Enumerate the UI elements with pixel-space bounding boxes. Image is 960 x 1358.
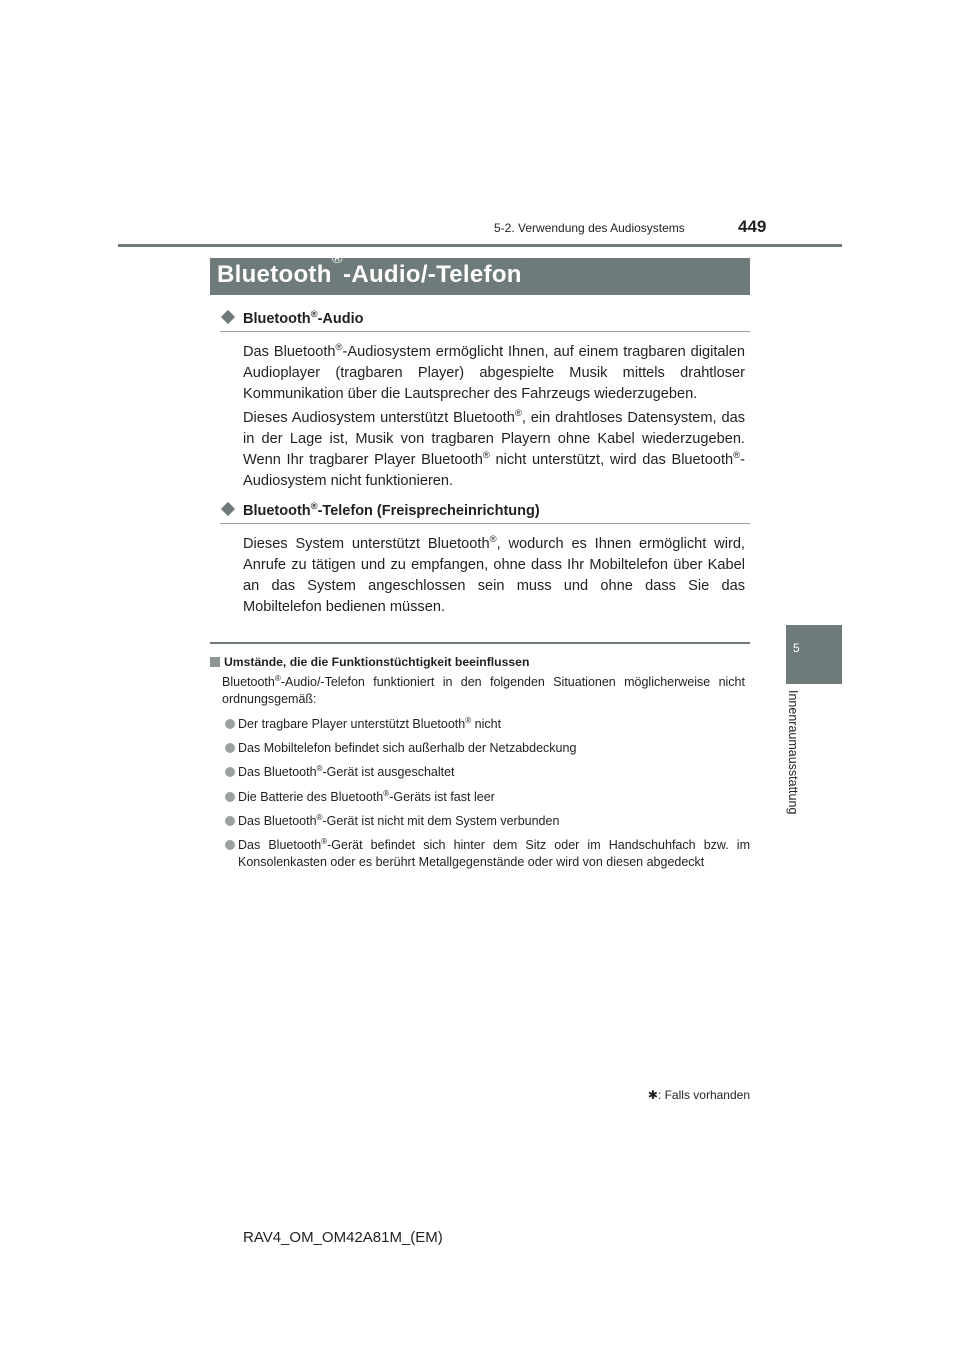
square-bullet-icon [210,657,220,667]
list-item [224,837,750,871]
registered-mark: ® [274,673,281,683]
text-segment: -Geräts ist fast leer [389,790,495,804]
page-title [217,250,528,289]
text-segment: Die Batterie des Bluetooth [238,790,384,804]
note-heading-text: Umstände, die die Funktionstüchtigkeit beeinflussen [224,655,530,669]
registered-mark: ® [465,715,472,725]
chapter-label [786,690,806,830]
diamond-icon [221,502,235,516]
text-segment: nicht [471,717,502,731]
bullet-icon [225,792,235,802]
list-item [224,813,750,830]
bullet-icon [225,840,235,850]
list-item [224,716,750,733]
text-segment: Dieses Audiosystem unterstützt Bluetooth [243,410,515,426]
registered-mark: ® [335,342,343,354]
paragraph [243,342,745,405]
list-item [224,789,750,806]
registered-mark: ® [331,250,344,267]
text-segment: Der tragbare Player unterstützt Bluetooth [238,717,466,731]
footnote-text: : Falls vorhanden [657,1088,750,1102]
section-divider [210,642,750,644]
title-text: Bluetooth [217,261,332,288]
chapter-tab [786,625,842,684]
text-segment: -Gerät ist nicht mit dem System verbunden [322,814,560,828]
chapter-number: 5 [793,641,800,655]
text-segment: -Audio [317,311,364,327]
page-number: 449 [738,217,767,236]
asterisk-icon: ✱ [647,1088,658,1102]
chapter-label-text: Innenraumausstattung [786,690,800,815]
bullet-icon [225,816,235,826]
text-segment: Das Bluetooth [238,814,317,828]
text-segment: -Gerät ist ausgeschaltet [322,765,455,779]
title-text-rest: -Audio/-Telefon [343,261,522,288]
registered-mark: ® [383,788,390,798]
registered-mark: ® [514,408,522,420]
registered-mark: ® [482,450,490,462]
list-item [224,764,750,781]
text-segment: , ein drahtloses Datensystem, das in der Lage ist, Musik von tragbaren Playern ohne Kabel wiederzugeben. Wenn Ihr tragbarer Player Bluetooth [243,410,745,468]
section-heading-audio [220,308,750,332]
text-segment: -Audio/-Telefon funktioniert in den folgenden Situationen möglicherweise nicht ordnungsgemäß: [222,675,745,706]
text-segment: Bluetooth [222,675,275,689]
asterisk-icon: * [521,250,528,267]
text-segment: , wodurch es Ihnen ermöglicht wird, Anrufe zu tätigen und zu empfangen, ohne dass Ihr Mobiltelefon über Kabel an das System angeschlossen sein muss und ohne dass Sie das Mobiltelefon bedienen müssen. [243,536,745,615]
text-segment: nicht unterstützt, wird das Bluetooth [489,452,734,468]
list-item [224,740,750,757]
header-section-title: 5-2. Verwendung des Audiosystems [494,221,685,235]
text-segment: Das Bluetooth [238,838,322,852]
bullet-icon [225,743,235,753]
bullet-icon [225,767,235,777]
registered-mark: ® [310,308,318,320]
footer-code: RAV4_OM_OM42A81M_(EM) [243,1229,443,1246]
paragraph [243,534,745,618]
bullet-icon [225,719,235,729]
text-segment: Bluetooth [243,503,311,519]
text-segment: Das Bluetooth [238,765,317,779]
paragraph [243,408,745,492]
registered-mark: ® [316,763,323,773]
footnote [648,1088,750,1102]
registered-mark: ® [733,450,741,462]
registered-mark: ® [310,500,318,512]
registered-mark: ® [321,836,328,846]
page-title-bar [210,250,750,295]
text-segment: -Gerät befindet sich hinter dem Sitz oder im Handschuhfach bzw. im Konsolenkasten oder es berührt Metallgegenstände oder wird von diesen abgedeckt [238,838,750,869]
text-segment: Bluetooth [243,311,311,327]
text-segment: Das Mobiltelefon befindet sich außerhalb der Netzabdeckung [238,741,577,755]
text-segment: Dieses System unterstützt Bluetooth [243,536,490,552]
text-segment: -Audiosystem ermöglicht Ihnen, auf einem tragbaren digitalen Audioplayer (tragbaren Player) abgespielte Musik mittels drahtloser Kommunikation über die Lautsprecher des Fahrzeugs wiederzugeben. [243,344,745,402]
header-divider [118,244,842,247]
note-heading [210,655,529,669]
section-heading-telefon [220,500,750,524]
text-segment: Das Bluetooth [243,344,336,360]
registered-mark: ® [489,534,497,546]
note-intro [222,674,745,708]
registered-mark: ® [316,812,323,822]
text-segment: -Audiosystem nicht funktionieren. [243,452,745,489]
text-segment: -Telefon (Freisprecheinrichtung) [317,503,540,519]
diamond-icon [221,310,235,324]
